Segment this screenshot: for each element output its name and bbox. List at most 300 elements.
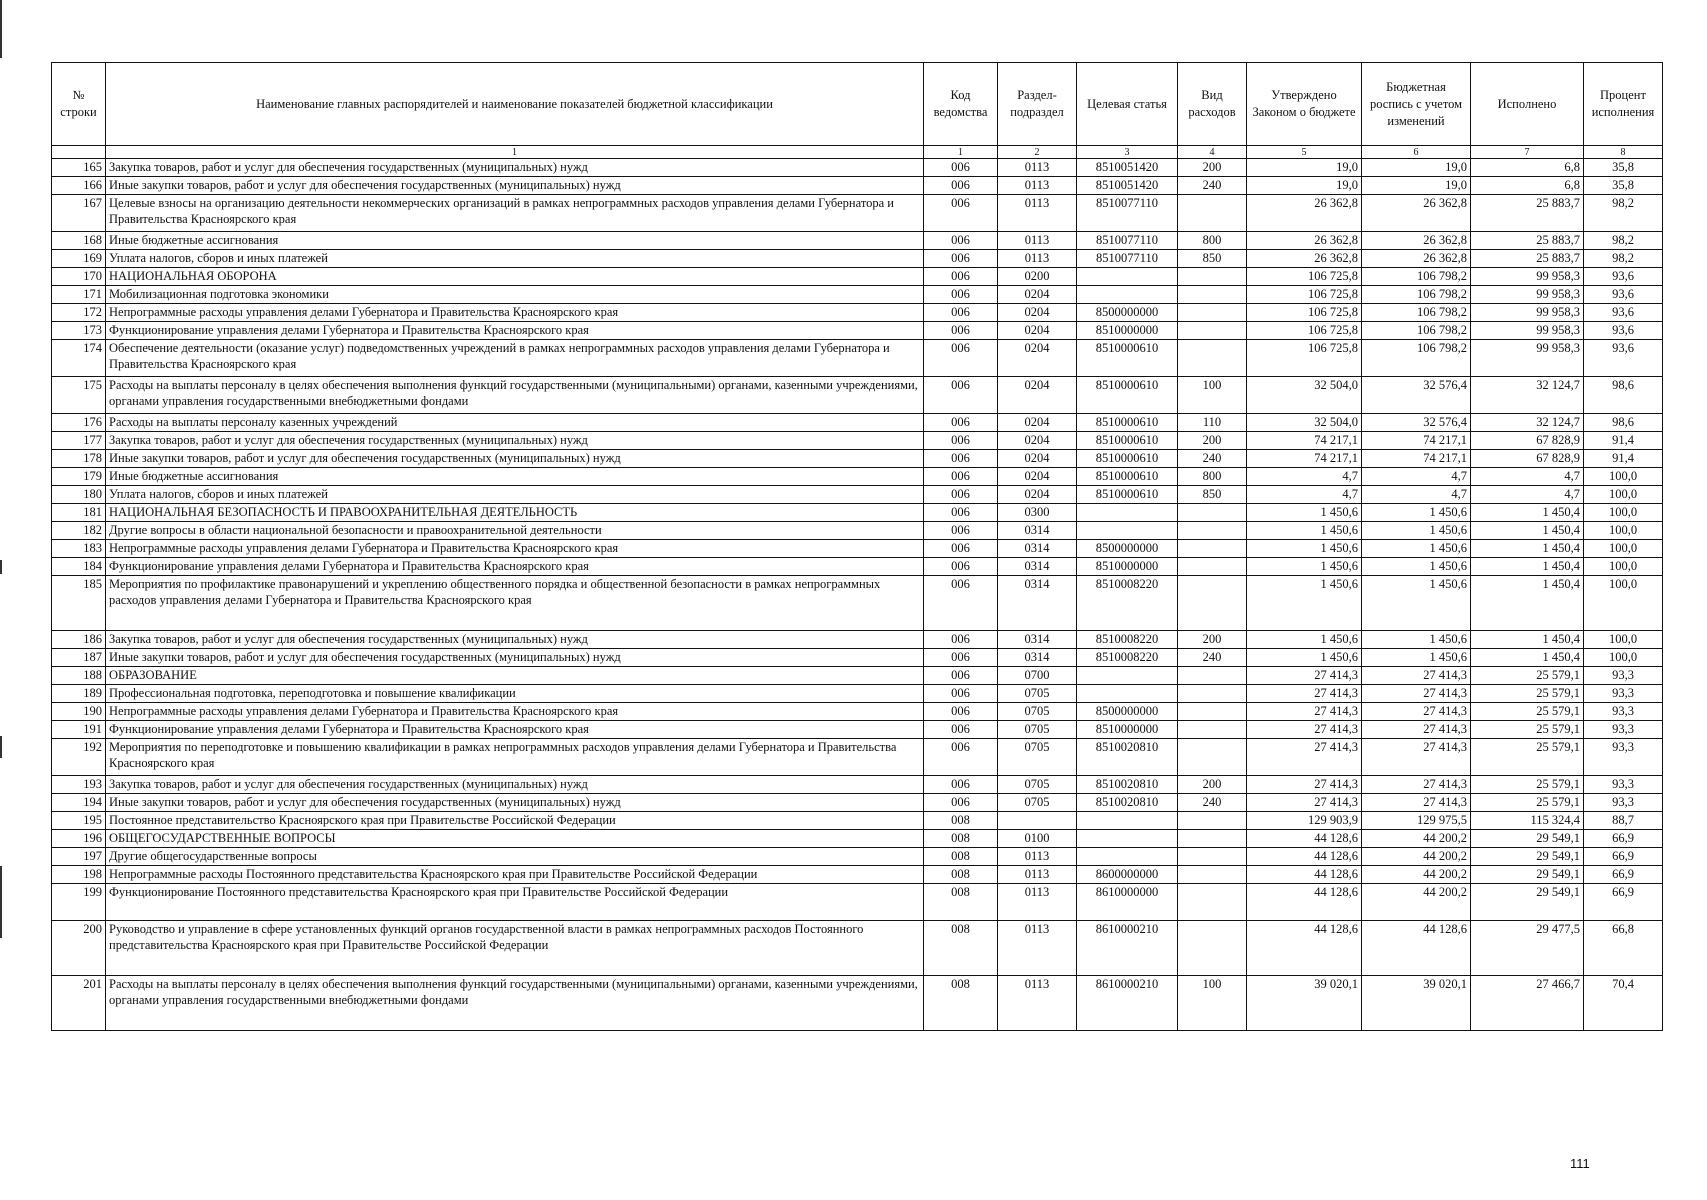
table-row [52,576,1663,631]
execution-percent: 66,8 [1584,921,1663,976]
execution-percent: 93,3 [1584,703,1663,721]
executed-amount: 99 958,3 [1471,286,1584,304]
column-number: 5 [1247,146,1362,159]
target-article: 8510051420 [1077,177,1178,195]
page-number: 111 [1570,1156,1590,1171]
dept-code: 006 [924,268,998,286]
approved-amount: 1 450,6 [1247,540,1362,558]
section-code: 0300 [998,504,1077,522]
row-name: Иные закупки товаров, работ и услуг для обеспечения государственных (муниципальных) нужд [106,177,924,195]
section-code: 0113 [998,250,1077,268]
dept-code: 006 [924,558,998,576]
section-code: 0204 [998,468,1077,486]
section-code: 0204 [998,304,1077,322]
row-name: Функционирование управления делами Губернатора и Правительства Красноярского края [106,558,924,576]
executed-amount: 6,8 [1471,177,1584,195]
executed-amount: 6,8 [1471,159,1584,177]
row-name: Уплата налогов, сборов и иных платежей [106,486,924,504]
table-row [52,540,1663,558]
table-row [52,558,1663,576]
executed-amount: 25 883,7 [1471,232,1584,250]
row-name: Расходы на выплаты персоналу казенных учреждений [106,414,924,432]
target-article: 8510000000 [1077,558,1178,576]
dept-code: 006 [924,177,998,195]
execution-percent: 91,4 [1584,450,1663,468]
row-number: 176 [52,414,106,432]
budget-list-amount: 44 200,2 [1362,830,1471,848]
column-number: 6 [1362,146,1471,159]
row-name: Руководство и управление в сфере установленных функций органов государственной власти в рамках непрограммных расходов Постоянного представительства Красноярского края при Правительстве Российской Федерации [106,921,924,976]
target-article: 8510077110 [1077,250,1178,268]
section-code: 0204 [998,340,1077,377]
approved-amount: 26 362,8 [1247,232,1362,250]
target-article [1077,685,1178,703]
budget-list-amount: 44 200,2 [1362,848,1471,866]
row-number: 200 [52,921,106,976]
budget-list-amount: 39 020,1 [1362,976,1471,1031]
row-number: 182 [52,522,106,540]
row-number: 165 [52,159,106,177]
expense-type [1178,866,1247,884]
dept-code: 006 [924,540,998,558]
column-number: 1 [106,146,924,159]
row-number: 184 [52,558,106,576]
table-row [52,522,1663,540]
row-name: Иные закупки товаров, работ и услуг для обеспечения государственных (муниципальных) нужд [106,649,924,667]
header-expense-type: Вид расходов [1178,63,1247,146]
row-name: Иные бюджетные ассигнования [106,468,924,486]
execution-percent: 100,0 [1584,649,1663,667]
execution-percent: 98,2 [1584,250,1663,268]
executed-amount: 1 450,4 [1471,540,1584,558]
approved-amount: 1 450,6 [1247,631,1362,649]
row-number: 190 [52,703,106,721]
execution-percent: 100,0 [1584,558,1663,576]
budget-list-amount: 1 450,6 [1362,540,1471,558]
dept-code: 006 [924,776,998,794]
executed-amount: 1 450,4 [1471,649,1584,667]
section-code: 0700 [998,667,1077,685]
table-row [52,794,1663,812]
execution-percent: 98,2 [1584,195,1663,232]
executed-amount: 27 466,7 [1471,976,1584,1031]
approved-amount: 32 504,0 [1247,377,1362,414]
budget-list-amount: 106 798,2 [1362,322,1471,340]
table-row [52,667,1663,685]
dept-code: 006 [924,377,998,414]
table-row [52,322,1663,340]
table-row [52,830,1663,848]
approved-amount: 27 414,3 [1247,667,1362,685]
execution-percent: 66,9 [1584,866,1663,884]
column-number [52,146,106,159]
target-article: 8510008220 [1077,631,1178,649]
scan-edge-mark [0,0,2,58]
dept-code: 006 [924,703,998,721]
dept-code: 006 [924,721,998,739]
section-code: 0705 [998,794,1077,812]
row-number: 191 [52,721,106,739]
expense-type [1178,540,1247,558]
target-article [1077,522,1178,540]
dept-code: 006 [924,486,998,504]
budget-list-amount: 1 450,6 [1362,558,1471,576]
table-row [52,432,1663,450]
target-article [1077,830,1178,848]
expense-type: 200 [1178,432,1247,450]
expense-type [1178,830,1247,848]
budget-list-amount: 1 450,6 [1362,649,1471,667]
section-code: 0113 [998,195,1077,232]
approved-amount: 32 504,0 [1247,414,1362,432]
expense-type [1178,268,1247,286]
table-row [52,739,1663,776]
section-code: 0113 [998,232,1077,250]
expense-type [1178,522,1247,540]
execution-percent: 93,6 [1584,268,1663,286]
table-row [52,468,1663,486]
budget-list-amount: 26 362,8 [1362,195,1471,232]
execution-percent: 100,0 [1584,522,1663,540]
row-number: 173 [52,322,106,340]
execution-percent: 93,6 [1584,286,1663,304]
row-name: Иные закупки товаров, работ и услуг для обеспечения государственных (муниципальных) нужд [106,450,924,468]
dept-code: 006 [924,468,998,486]
dept-code: 006 [924,685,998,703]
dept-code: 006 [924,576,998,631]
section-code: 0204 [998,377,1077,414]
row-number: 178 [52,450,106,468]
executed-amount: 1 450,4 [1471,522,1584,540]
dept-code: 008 [924,830,998,848]
row-name: Закупка товаров, работ и услуг для обеспечения государственных (муниципальных) нужд [106,776,924,794]
executed-amount: 29 549,1 [1471,866,1584,884]
dept-code: 008 [924,976,998,1031]
execution-percent: 35,8 [1584,177,1663,195]
executed-amount: 29 549,1 [1471,830,1584,848]
dept-code: 006 [924,432,998,450]
dept-code: 008 [924,848,998,866]
section-code: 0113 [998,884,1077,921]
row-name: Профессиональная подготовка, переподготовка и повышение квалификации [106,685,924,703]
table-row [52,340,1663,377]
execution-percent: 35,8 [1584,159,1663,177]
budget-list-amount: 27 414,3 [1362,776,1471,794]
expense-type [1178,812,1247,830]
dept-code: 008 [924,812,998,830]
table-row [52,866,1663,884]
table-row [52,776,1663,794]
executed-amount: 25 579,1 [1471,739,1584,776]
target-article: 8510008220 [1077,576,1178,631]
row-name: Функционирование Постоянного представительства Красноярского края при Правительстве Российской Федерации [106,884,924,921]
section-code: 0204 [998,414,1077,432]
approved-amount: 74 217,1 [1247,432,1362,450]
target-article: 8610000210 [1077,976,1178,1031]
dept-code: 006 [924,250,998,268]
section-code [998,812,1077,830]
approved-amount: 4,7 [1247,468,1362,486]
target-article: 8510020810 [1077,739,1178,776]
header-name: Наименование главных распорядителей и наименование показателей бюджетной классификации [106,63,924,146]
table-row [52,232,1663,250]
row-number: 175 [52,377,106,414]
approved-amount: 44 128,6 [1247,884,1362,921]
approved-amount: 27 414,3 [1247,776,1362,794]
table-row [52,848,1663,866]
header-target: Целевая статья [1077,63,1178,146]
table-row [52,976,1663,1031]
budget-list-amount: 32 576,4 [1362,377,1471,414]
dept-code: 006 [924,159,998,177]
row-number: 181 [52,504,106,522]
row-number: 185 [52,576,106,631]
table-row [52,450,1663,468]
row-number: 166 [52,177,106,195]
executed-amount: 99 958,3 [1471,268,1584,286]
approved-amount: 26 362,8 [1247,195,1362,232]
budget-execution-table [51,62,1663,1031]
header-percent: Процент исполнения [1584,63,1663,146]
approved-amount: 27 414,3 [1247,685,1362,703]
row-name: ОБРАЗОВАНИЕ [106,667,924,685]
row-name: Мобилизационная подготовка экономики [106,286,924,304]
budget-list-amount: 1 450,6 [1362,576,1471,631]
row-number: 168 [52,232,106,250]
dept-code: 006 [924,522,998,540]
executed-amount: 25 579,1 [1471,703,1584,721]
execution-percent: 91,4 [1584,432,1663,450]
section-code: 0204 [998,432,1077,450]
approved-amount: 1 450,6 [1247,576,1362,631]
budget-list-amount: 27 414,3 [1362,667,1471,685]
execution-percent: 93,3 [1584,721,1663,739]
target-article: 8510020810 [1077,794,1178,812]
row-name: Закупка товаров, работ и услуг для обеспечения государственных (муниципальных) нужд [106,432,924,450]
execution-percent: 66,9 [1584,830,1663,848]
execution-percent: 100,0 [1584,486,1663,504]
table-row [52,177,1663,195]
section-code: 0314 [998,522,1077,540]
column-number: 2 [998,146,1077,159]
row-number: 174 [52,340,106,377]
budget-list-amount: 4,7 [1362,468,1471,486]
row-number: 195 [52,812,106,830]
section-code: 0100 [998,830,1077,848]
header-row-no: № строки [52,63,106,146]
execution-percent: 98,6 [1584,414,1663,432]
section-code: 0705 [998,703,1077,721]
row-name: Функционирование управления делами Губернатора и Правительства Красноярского края [106,322,924,340]
row-name: Постоянное представительство Красноярского края при Правительстве Российской Федерации [106,812,924,830]
row-number: 196 [52,830,106,848]
executed-amount: 32 124,7 [1471,414,1584,432]
target-article: 8510020810 [1077,776,1178,794]
table-header [52,63,1663,159]
row-number: 186 [52,631,106,649]
expense-type [1178,739,1247,776]
section-code: 0705 [998,739,1077,776]
approved-amount: 1 450,6 [1247,649,1362,667]
target-article: 8510051420 [1077,159,1178,177]
budget-list-amount: 27 414,3 [1362,794,1471,812]
row-number: 192 [52,739,106,776]
approved-amount: 19,0 [1247,177,1362,195]
table-row [52,268,1663,286]
header-section: Раздел-подраздел [998,63,1077,146]
execution-percent: 100,0 [1584,631,1663,649]
approved-amount: 74 217,1 [1247,450,1362,468]
scan-edge-mark [0,866,2,938]
expense-type: 240 [1178,177,1247,195]
approved-amount: 129 903,9 [1247,812,1362,830]
dept-code: 006 [924,504,998,522]
executed-amount: 25 579,1 [1471,685,1584,703]
target-article: 8510000610 [1077,450,1178,468]
row-name: Другие общегосударственные вопросы [106,848,924,866]
budget-list-amount: 74 217,1 [1362,432,1471,450]
execution-percent: 66,9 [1584,848,1663,866]
target-article [1077,268,1178,286]
row-number: 183 [52,540,106,558]
budget-list-amount: 19,0 [1362,159,1471,177]
budget-list-amount: 1 450,6 [1362,504,1471,522]
header-budget-list: Бюджетная роспись с учетом изменений [1362,63,1471,146]
expense-type: 240 [1178,649,1247,667]
expense-type [1178,304,1247,322]
executed-amount: 25 883,7 [1471,195,1584,232]
row-number: 180 [52,486,106,504]
execution-percent: 93,3 [1584,794,1663,812]
approved-amount: 106 725,8 [1247,268,1362,286]
row-name: Иные бюджетные ассигнования [106,232,924,250]
target-article: 8500000000 [1077,703,1178,721]
expense-type [1178,558,1247,576]
target-article: 8500000000 [1077,540,1178,558]
dept-code: 008 [924,884,998,921]
expense-type [1178,195,1247,232]
expense-type [1178,848,1247,866]
execution-percent: 93,6 [1584,322,1663,340]
execution-percent: 93,6 [1584,340,1663,377]
section-code: 0113 [998,159,1077,177]
target-article: 8510077110 [1077,195,1178,232]
section-code: 0314 [998,558,1077,576]
target-article [1077,286,1178,304]
row-name: НАЦИОНАЛЬНАЯ ОБОРОНА [106,268,924,286]
target-article: 8510000000 [1077,721,1178,739]
budget-list-amount: 19,0 [1362,177,1471,195]
budget-list-amount: 27 414,3 [1362,721,1471,739]
section-code: 0113 [998,177,1077,195]
row-number: 198 [52,866,106,884]
header-approved: Утверждено Законом о бюджете [1247,63,1362,146]
target-article: 8510000610 [1077,340,1178,377]
dept-code: 006 [924,450,998,468]
dept-code: 006 [924,649,998,667]
row-number: 197 [52,848,106,866]
dept-code: 006 [924,232,998,250]
section-code: 0314 [998,631,1077,649]
executed-amount: 67 828,9 [1471,450,1584,468]
row-name: НАЦИОНАЛЬНАЯ БЕЗОПАСНОСТЬ И ПРАВООХРАНИТЕЛЬНАЯ ДЕЯТЕЛЬНОСТЬ [106,504,924,522]
expense-type [1178,703,1247,721]
column-number: 1 [924,146,998,159]
execution-percent: 88,7 [1584,812,1663,830]
budget-list-amount: 106 798,2 [1362,340,1471,377]
scan-edge-mark [0,560,2,574]
dept-code: 006 [924,739,998,776]
expense-type: 800 [1178,232,1247,250]
expense-type [1178,921,1247,976]
expense-type: 200 [1178,631,1247,649]
budget-list-amount: 27 414,3 [1362,703,1471,721]
approved-amount: 39 020,1 [1247,976,1362,1031]
row-number: 201 [52,976,106,1031]
table-row [52,921,1663,976]
expense-type [1178,721,1247,739]
row-number: 170 [52,268,106,286]
approved-amount: 27 414,3 [1247,721,1362,739]
row-name: Закупка товаров, работ и услуг для обеспечения государственных (муниципальных) нужд [106,631,924,649]
row-number: 171 [52,286,106,304]
dept-code: 006 [924,304,998,322]
target-article: 8510000610 [1077,486,1178,504]
column-number-row [52,146,1663,159]
target-article: 8510000610 [1077,468,1178,486]
column-number: 3 [1077,146,1178,159]
executed-amount: 25 883,7 [1471,250,1584,268]
expense-type [1178,286,1247,304]
expense-type: 100 [1178,976,1247,1031]
budget-list-amount: 4,7 [1362,486,1471,504]
execution-percent: 98,2 [1584,232,1663,250]
executed-amount: 1 450,4 [1471,576,1584,631]
budget-list-amount: 44 200,2 [1362,884,1471,921]
execution-percent: 93,3 [1584,667,1663,685]
budget-list-amount: 106 798,2 [1362,304,1471,322]
table-row [52,721,1663,739]
execution-percent: 66,9 [1584,884,1663,921]
table-row [52,250,1663,268]
executed-amount: 67 828,9 [1471,432,1584,450]
column-number: 8 [1584,146,1663,159]
expense-type: 200 [1178,776,1247,794]
target-article: 8510077110 [1077,232,1178,250]
expense-type: 800 [1178,468,1247,486]
expense-type [1178,576,1247,631]
budget-list-amount: 27 414,3 [1362,739,1471,776]
row-name: Расходы на выплаты персоналу в целях обеспечения выполнения функций государственными (муниципальными) органами, казенными учреждениями, органами управления государственными внебюджетными фондами [106,377,924,414]
dept-code: 008 [924,921,998,976]
budget-list-amount: 1 450,6 [1362,522,1471,540]
executed-amount: 25 579,1 [1471,794,1584,812]
approved-amount: 44 128,6 [1247,830,1362,848]
dept-code: 006 [924,322,998,340]
dept-code: 006 [924,631,998,649]
approved-amount: 106 725,8 [1247,340,1362,377]
row-name: Мероприятия по переподготовке и повышению квалификации в рамках непрограммных расходов управления делами Губернатора и Правительства Красноярского края [106,739,924,776]
table-row [52,195,1663,232]
executed-amount: 25 579,1 [1471,721,1584,739]
row-name: Другие вопросы в области национальной безопасности и правоохранительной деятельности [106,522,924,540]
executed-amount: 1 450,4 [1471,504,1584,522]
section-code: 0113 [998,976,1077,1031]
dept-code: 006 [924,414,998,432]
section-code: 0204 [998,450,1077,468]
budget-list-amount: 44 200,2 [1362,866,1471,884]
row-name: Непрограммные расходы управления делами Губернатора и Правительства Красноярского края [106,703,924,721]
